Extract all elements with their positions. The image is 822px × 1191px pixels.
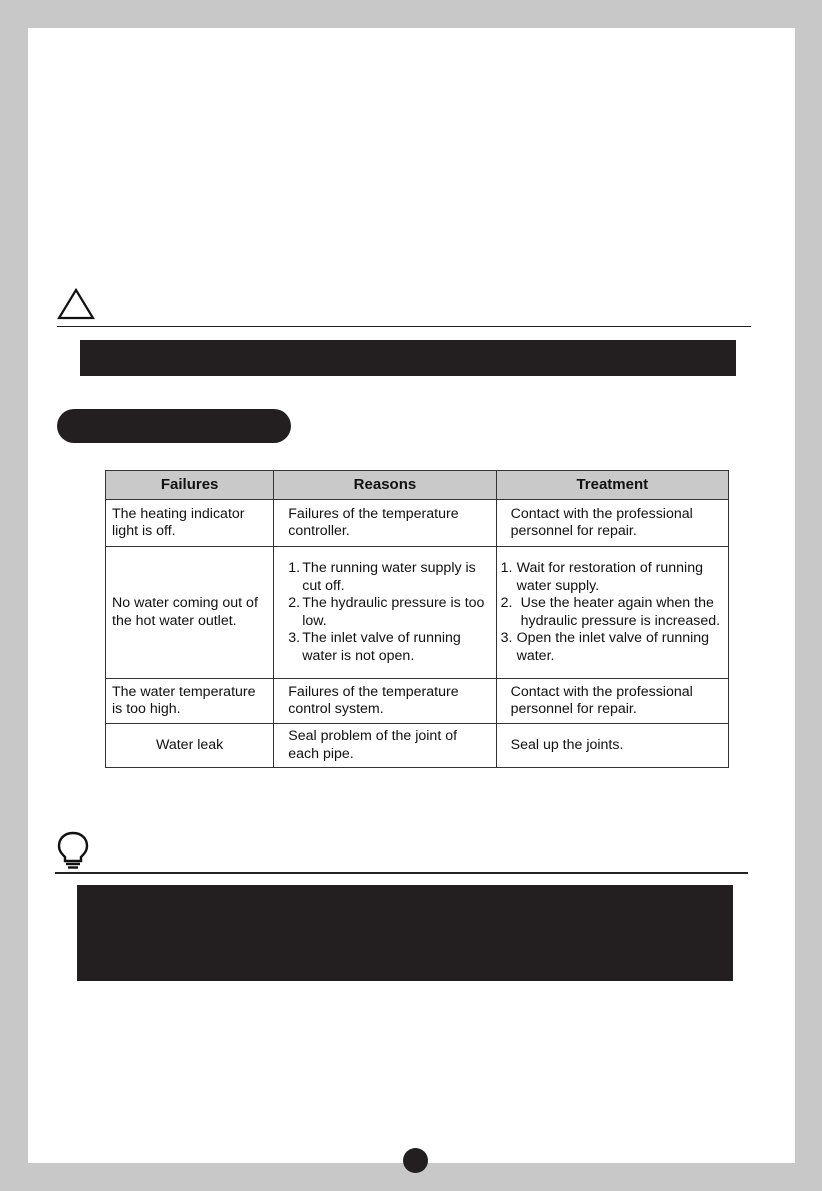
list-item: 3. Open the inlet valve of running water.	[500, 630, 710, 664]
treatment-cell: Seal up the joints.	[496, 724, 728, 768]
reason-cell: Seal problem of the joint of each pipe.	[274, 724, 496, 768]
warning-triangle-icon	[57, 288, 95, 320]
list-item: 3. The inlet valve of running water is not open.	[288, 630, 461, 664]
reason-cell: Failures of the temperature control system.	[274, 679, 496, 724]
section-divider	[57, 326, 751, 327]
reason-cell	[274, 547, 496, 679]
treatment-cell	[496, 547, 728, 679]
header-failures: Failures	[106, 471, 274, 500]
header-reasons: Reasons	[274, 471, 496, 500]
treatment-cell: Contact with the professional personnel for repair.	[496, 500, 728, 547]
treatment-cell: Contact with the professional personnel for repair.	[496, 679, 728, 724]
failure-cell: The heating indicator light is off.	[106, 500, 274, 547]
tip-banner	[77, 885, 733, 981]
table-row	[106, 724, 729, 768]
page-number-marker	[403, 1148, 428, 1173]
list-item: 1. The running water supply is cut off.	[288, 560, 476, 594]
list-item: 1. Wait for restoration of running water supply.	[500, 560, 703, 594]
table-row	[106, 679, 729, 724]
table-row	[106, 500, 729, 547]
troubleshooting-table	[105, 470, 729, 768]
list-item: 2. The hydraulic pressure is too low.	[288, 595, 485, 629]
failure-cell: The water temperature is too high.	[106, 679, 274, 724]
reason-list	[288, 560, 489, 665]
failure-cell: Water leak	[106, 724, 274, 768]
header-treatment: Treatment	[496, 471, 728, 500]
reason-cell: Failures of the temperature controller.	[274, 500, 496, 547]
table-header-row	[106, 471, 729, 500]
list-item: 2. Use the heater again when the hydraulic pressure is increased.	[500, 595, 721, 629]
lightbulb-icon	[55, 830, 91, 870]
table-row	[106, 547, 729, 679]
section-divider	[55, 872, 748, 874]
treatment-list	[501, 560, 722, 665]
section-heading-pill	[57, 409, 291, 443]
failure-cell: No water coming out of the hot water outlet.	[106, 547, 274, 679]
warning-banner	[80, 340, 736, 376]
